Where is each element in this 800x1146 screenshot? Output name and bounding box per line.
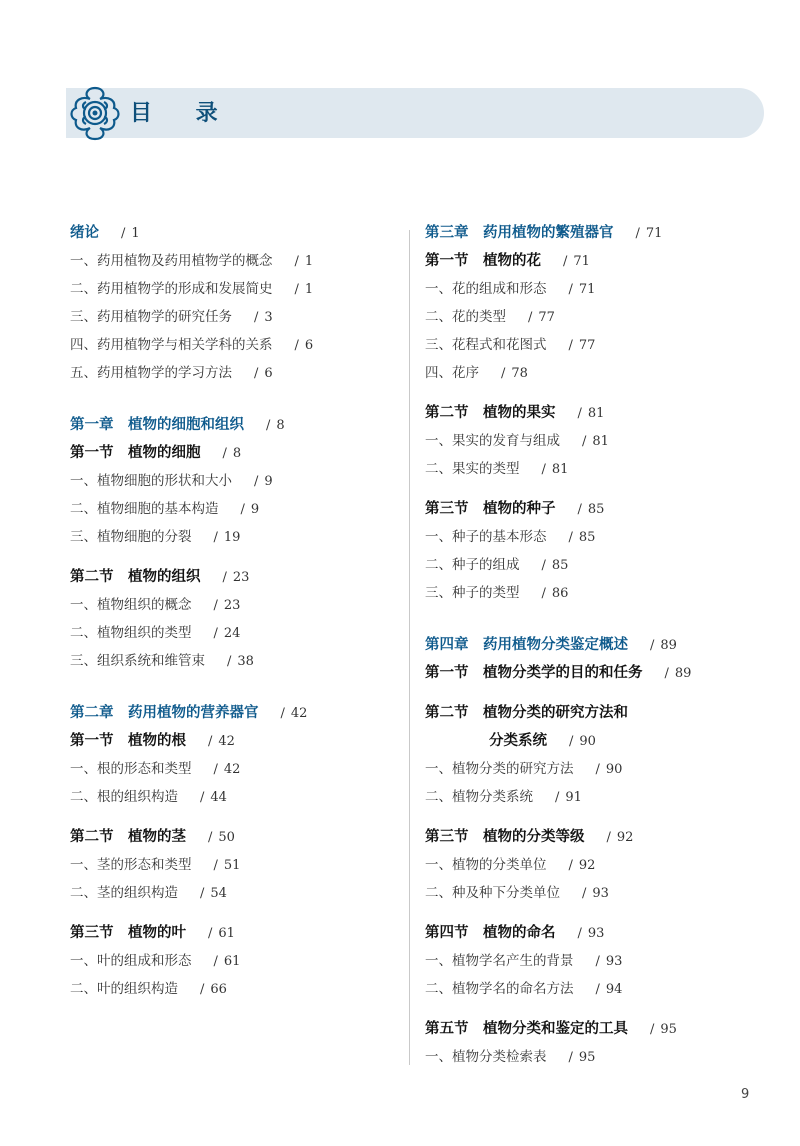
toc-entry-title: 第四节 植物的命名 bbox=[425, 924, 556, 941]
toc-entry-title: 第二节 植物分类的研究方法和 bbox=[425, 704, 628, 721]
toc-entry-page: / 77 bbox=[569, 338, 596, 353]
toc-subsection-entry bbox=[425, 1043, 755, 1071]
toc-entry-title: 三、种子的类型 bbox=[425, 585, 520, 601]
toc-subsection-entry bbox=[70, 619, 400, 647]
toc-subsection-entry bbox=[70, 331, 400, 359]
toc-entry-page: / 44 bbox=[200, 790, 227, 805]
toc-section-entry bbox=[425, 659, 755, 687]
cloud-scroll-ornament-icon bbox=[64, 82, 126, 144]
toc-entry-title: 二、植物细胞的基本构造 bbox=[70, 501, 219, 517]
toc-entry-title: 四、药用植物学与相关学科的关系 bbox=[70, 337, 273, 353]
toc-right-column bbox=[425, 219, 755, 1071]
toc-entry-page: / 93 bbox=[582, 886, 609, 901]
toc-subsection-entry bbox=[70, 275, 400, 303]
toc-chapter-entry bbox=[70, 219, 400, 247]
toc-entry-page: / 85 bbox=[569, 530, 596, 545]
toc-entry-title: 一、植物分类检索表 bbox=[425, 1049, 547, 1065]
toc-entry-page: / 50 bbox=[208, 830, 235, 845]
toc-entry-page: / 71 bbox=[636, 226, 663, 241]
toc-section-entry bbox=[70, 919, 400, 947]
toc-entry-title: 一、根的形态和类型 bbox=[70, 761, 192, 777]
toc-entry-page: / 6 bbox=[254, 366, 273, 381]
toc-section-entry bbox=[425, 399, 755, 427]
toc-subsection-entry bbox=[425, 551, 755, 579]
toc-entry-title: 第一节 植物分类学的目的和任务 bbox=[425, 664, 643, 681]
toc-subsection-entry bbox=[425, 975, 755, 1003]
toc-entry-title: 三、植物细胞的分裂 bbox=[70, 529, 192, 545]
toc-entry-page: / 61 bbox=[208, 926, 235, 941]
toc-entry-page: / 81 bbox=[578, 406, 605, 421]
toc-entry-page: / 42 bbox=[281, 706, 308, 721]
toc-subsection-entry bbox=[425, 359, 755, 387]
toc-entry-title: 第二节 植物的组织 bbox=[70, 568, 201, 585]
toc-subsection-entry bbox=[70, 851, 400, 879]
toc-chapter-entry bbox=[70, 411, 400, 439]
toc-chapter-entry bbox=[425, 219, 755, 247]
toc-subsection-entry bbox=[70, 523, 400, 551]
toc-entry-title: 一、茎的形态和类型 bbox=[70, 857, 192, 873]
page-title: 目 录 bbox=[130, 101, 236, 126]
toc-entry-title: 二、根的组织构造 bbox=[70, 789, 178, 805]
toc-subsection-entry bbox=[70, 303, 400, 331]
toc-entry-title: 二、植物组织的类型 bbox=[70, 625, 192, 641]
toc-entry-title: 二、果实的类型 bbox=[425, 461, 520, 477]
toc-subsection-entry bbox=[425, 455, 755, 483]
toc-section-entry bbox=[425, 727, 755, 755]
toc-subsection-entry bbox=[70, 591, 400, 619]
toc-entry-title: 第一节 植物的根 bbox=[70, 732, 186, 749]
toc-entry-title: 一、叶的组成和形态 bbox=[70, 953, 192, 969]
toc-entry-title: 二、种及种下分类单位 bbox=[425, 885, 560, 901]
toc-subsection-entry bbox=[425, 331, 755, 359]
toc-entry-title: 第一节 植物的花 bbox=[425, 252, 541, 269]
toc-entry-page: / 95 bbox=[650, 1022, 677, 1037]
toc-entry-page: / 66 bbox=[200, 982, 227, 997]
toc-entry-title: 二、花的类型 bbox=[425, 309, 506, 325]
toc-entry-page: / 8 bbox=[266, 418, 285, 433]
toc-entry-title: 四、花序 bbox=[425, 365, 479, 381]
toc-entry-page: / 19 bbox=[214, 530, 241, 545]
toc-entry-page: / 85 bbox=[578, 502, 605, 517]
toc-subsection-entry bbox=[70, 467, 400, 495]
toc-entry-title: 一、植物细胞的形状和大小 bbox=[70, 473, 232, 489]
toc-entry-page: / 9 bbox=[254, 474, 273, 489]
toc-entry-page: / 85 bbox=[542, 558, 569, 573]
toc-section-entry bbox=[425, 495, 755, 523]
toc-entry-title: 一、植物分类的研究方法 bbox=[425, 761, 574, 777]
toc-entry-title: 一、药用植物及药用植物学的概念 bbox=[70, 253, 273, 269]
page-number: 9 bbox=[741, 1087, 750, 1102]
toc-subsection-entry bbox=[425, 275, 755, 303]
toc-entry-page: / 23 bbox=[223, 570, 250, 585]
toc-chapter-entry bbox=[70, 699, 400, 727]
toc-entry-title: 第二章 药用植物的营养器官 bbox=[70, 705, 259, 721]
toc-entry-page: / 94 bbox=[596, 982, 623, 997]
toc-subsection-entry bbox=[70, 495, 400, 523]
toc-subsection-entry bbox=[425, 947, 755, 975]
toc-entry-title: 三、花程式和花图式 bbox=[425, 337, 547, 353]
toc-entry-title: 三、组织系统和维管束 bbox=[70, 653, 205, 669]
toc-entry-title: 三、药用植物学的研究任务 bbox=[70, 309, 232, 325]
toc-entry-page: / 51 bbox=[214, 858, 241, 873]
toc-entry-title: 二、药用植物学的形成和发展简史 bbox=[70, 281, 273, 297]
toc-entry-page: / 71 bbox=[563, 254, 590, 269]
toc-entry-title: 一、种子的基本形态 bbox=[425, 529, 547, 545]
toc-entry-page: / 92 bbox=[569, 858, 596, 873]
toc-entry-page: / 78 bbox=[501, 366, 528, 381]
toc-section-entry bbox=[70, 823, 400, 851]
toc-entry-page: / 23 bbox=[214, 598, 241, 613]
toc-entry-page: / 77 bbox=[528, 310, 555, 325]
column-divider bbox=[409, 230, 410, 1065]
toc-entry-page: / 89 bbox=[650, 638, 677, 653]
toc-entry-title: 第三章 药用植物的繁殖器官 bbox=[425, 225, 614, 241]
toc-entry-title: 二、茎的组织构造 bbox=[70, 885, 178, 901]
toc-section-entry bbox=[425, 699, 755, 727]
toc-subsection-entry bbox=[70, 755, 400, 783]
toc-entry-title: 第二节 植物的果实 bbox=[425, 404, 556, 421]
toc-subsection-entry bbox=[70, 647, 400, 675]
toc-entry-page: / 89 bbox=[665, 666, 692, 681]
toc-subsection-entry bbox=[425, 851, 755, 879]
toc-section-entry bbox=[70, 563, 400, 591]
toc-entry-page: / 81 bbox=[582, 434, 609, 449]
toc-entry-page: / 71 bbox=[569, 282, 596, 297]
toc-subsection-entry bbox=[425, 579, 755, 607]
toc-entry-title: 一、植物的分类单位 bbox=[425, 857, 547, 873]
toc-section-entry bbox=[425, 1015, 755, 1043]
toc-entry-page: / 8 bbox=[223, 446, 242, 461]
toc-entry-page: / 42 bbox=[214, 762, 241, 777]
toc-entry-page: / 1 bbox=[121, 226, 140, 241]
toc-entry-title: 二、叶的组织构造 bbox=[70, 981, 178, 997]
toc-section-entry bbox=[70, 727, 400, 755]
toc-section-entry bbox=[425, 247, 755, 275]
toc-entry-title: 五、药用植物学的学习方法 bbox=[70, 365, 232, 381]
toc-entry-title: 第三节 植物的叶 bbox=[70, 924, 186, 941]
toc-entry-page: / 86 bbox=[542, 586, 569, 601]
toc-entry-page: / 9 bbox=[241, 502, 260, 517]
toc-entry-title: 分类系统 bbox=[489, 732, 547, 749]
toc-entry-page: / 6 bbox=[295, 338, 314, 353]
toc-entry-page: / 81 bbox=[542, 462, 569, 477]
toc-entry-title: 第三节 植物的种子 bbox=[425, 500, 556, 517]
toc-entry-page: / 92 bbox=[607, 830, 634, 845]
toc-entry-page: / 54 bbox=[200, 886, 227, 901]
toc-subsection-entry bbox=[70, 359, 400, 387]
toc-subsection-entry bbox=[425, 303, 755, 331]
toc-subsection-entry bbox=[425, 427, 755, 455]
toc-entry-title: 第三节 植物的分类等级 bbox=[425, 828, 585, 845]
toc-subsection-entry bbox=[70, 975, 400, 1003]
toc-section-entry bbox=[70, 439, 400, 467]
toc-section-entry bbox=[425, 823, 755, 851]
toc-entry-page: / 95 bbox=[569, 1050, 596, 1065]
toc-entry-page: / 24 bbox=[214, 626, 241, 641]
toc-chapter-entry bbox=[425, 631, 755, 659]
toc-entry-page: / 61 bbox=[214, 954, 241, 969]
toc-entry-page: / 1 bbox=[295, 254, 314, 269]
toc-subsection-entry bbox=[425, 783, 755, 811]
toc-entry-title: 一、植物学名产生的背景 bbox=[425, 953, 574, 969]
toc-entry-title: 二、植物分类系统 bbox=[425, 789, 533, 805]
toc-entry-title: 第二节 植物的茎 bbox=[70, 828, 186, 845]
toc-entry-title: 第五节 植物分类和鉴定的工具 bbox=[425, 1020, 628, 1037]
toc-entry-page: / 91 bbox=[555, 790, 582, 805]
toc-entry-page: / 3 bbox=[254, 310, 273, 325]
toc-entry-page: / 93 bbox=[578, 926, 605, 941]
toc-entry-title: 第一章 植物的细胞和组织 bbox=[70, 417, 244, 433]
toc-subsection-entry bbox=[70, 947, 400, 975]
toc-entry-page: / 90 bbox=[596, 762, 623, 777]
toc-entry-title: 绪论 bbox=[70, 225, 99, 241]
toc-subsection-entry bbox=[70, 247, 400, 275]
toc-subsection-entry bbox=[425, 879, 755, 907]
toc-entry-page: / 42 bbox=[208, 734, 235, 749]
toc-subsection-entry bbox=[70, 879, 400, 907]
toc-entry-page: / 90 bbox=[569, 734, 596, 749]
toc-section-entry bbox=[425, 919, 755, 947]
toc-subsection-entry bbox=[425, 755, 755, 783]
toc-entry-title: 第四章 药用植物分类鉴定概述 bbox=[425, 637, 628, 653]
toc-entry-title: 一、植物组织的概念 bbox=[70, 597, 192, 613]
toc-entry-title: 一、花的组成和形态 bbox=[425, 281, 547, 297]
toc-entry-title: 二、植物学名的命名方法 bbox=[425, 981, 574, 997]
toc-entry-page: / 1 bbox=[295, 282, 314, 297]
toc-subsection-entry bbox=[70, 783, 400, 811]
toc-entry-page: / 93 bbox=[596, 954, 623, 969]
toc-entry-title: 二、种子的组成 bbox=[425, 557, 520, 573]
toc-entry-page: / 38 bbox=[227, 654, 254, 669]
toc-subsection-entry bbox=[425, 523, 755, 551]
toc-left-column bbox=[70, 219, 400, 1003]
toc-entry-title: 一、果实的发育与组成 bbox=[425, 433, 560, 449]
toc-entry-title: 第一节 植物的细胞 bbox=[70, 444, 201, 461]
